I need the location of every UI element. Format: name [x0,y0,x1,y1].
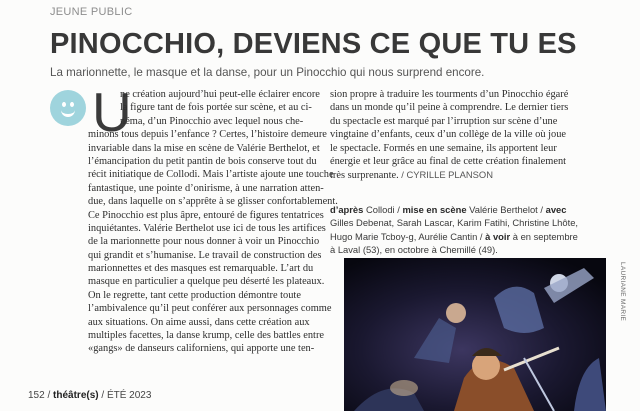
text-line: aux situations. On aime aussi, dans cette création aux [88,316,310,328]
page-number: 152 [28,390,45,401]
credit-text: à Laval (53), en octobre à Chemillé (49). [330,244,498,256]
text-line-last [330,168,606,181]
text-line: l’émancipation du petit pantin de bois conserve tout du [88,155,317,167]
credit-text: Collodi / [365,204,400,215]
text-line: néma, d’un Pinocchio avec lequel nous che- [120,115,304,127]
text-line: Ce Pinocchio est plus âpre, entouré de figures tentatrices [88,209,324,221]
text-line: multiples facettes, la danse krump, celle des battles entre [88,330,325,342]
credit-text: Valérie Berthelot / [469,204,543,215]
text-line: due, dans laquelle on s’apprête à se glisser confortablement. [88,196,338,208]
credit-label: d’après [330,204,364,215]
text-line: la figure tant de fois portée sur scène, et au ci- [120,102,312,114]
text-line: qui grandit et s’humanise. Le travail de construction des [88,249,322,261]
text-line: minons tous depuis l’enfance ? Certes, l’histoire demeure [88,129,327,141]
headline: PINOCCHIO, DEVIENS CE QUE TU ES [50,28,577,60]
photo-credit: LAURIANE MARIE [619,262,626,322]
credit-label: avec [545,204,567,215]
text-line: marionnettes et des masques est remarquable. L’art du [88,263,314,275]
text-line: de la marionnette pour nous donner à voir un Pinocchio [88,236,320,248]
credit-text: à en septembre [512,230,578,242]
text-line: fantastique, une pointe d’onirisme, à une narration atten- [88,182,324,194]
text-line: récit initiatique de Collodi. Mais l’artiste ajoute une touche [88,169,334,181]
credit-text: Hugo Marie Tcboy-g, Aurélie Cantin / [330,230,483,242]
credit-label: à voir [485,230,511,242]
text-line: On le regrette, tant cette production démontre toute [88,289,301,301]
issue-label: / ÉTÉ 2023 [101,390,152,401]
text-line: vingtaine d’enfants, ceux d’un collège de la ville où joue [330,129,567,141]
article-column-2 [330,88,606,182]
text-line: dans un monde qu’il peine à comprendre. Le dernier tiers [330,102,569,114]
smiley-icon [50,90,86,126]
text-line: l’ambivalence qu’il peut conférer aux personnages comme [88,303,332,315]
folio-separator: / [47,390,51,401]
author-signature: / CYRILLE PLANSON [401,169,493,181]
text-line: inquiétantes. Valérie Berthelot use ici de tous les artifices [88,222,326,234]
text-line: invariable dans la mise en scène de Valérie Berthelot, et [88,142,320,154]
credit-text: Gilles Debenat, Sarah Lascar, Karim Fatihi, Christine Lhôte, [330,217,579,229]
article-column-1 [88,88,338,356]
stage-photo [344,258,606,411]
text-line: le spectacle. Formés en une semaine, ils apportent leur [330,142,557,154]
credit-label: mise en scène [402,204,467,215]
text-line: «gangs» de danseurs californiens, qui apporte une ten- [88,343,315,355]
text-line: masque en particulier a quelque peu déserté les plateaux. [88,276,325,288]
production-credits [330,203,578,257]
text-line: ne création aujourd’hui peut-elle éclairer encore [120,89,320,100]
magazine-name: théâtre(s) [53,390,99,401]
text-line: du spectacle est marqué par l’irruption sur scène d’une [330,115,558,127]
section-label: JEUNE PUBLIC [50,6,133,18]
text-fragment: très surprenante. [330,170,399,182]
drop-cap: U [92,81,132,143]
text-line: sion propre à traduire les tourments d’un Pinocchio égaré [330,89,569,100]
text-line: énergie et leur grâce au final de cette création finalement [330,155,567,167]
page-folio [28,390,151,401]
subtitle: La marionnette, le masque et la danse, pour un Pinocchio qui nous surprend encore. [50,66,485,79]
